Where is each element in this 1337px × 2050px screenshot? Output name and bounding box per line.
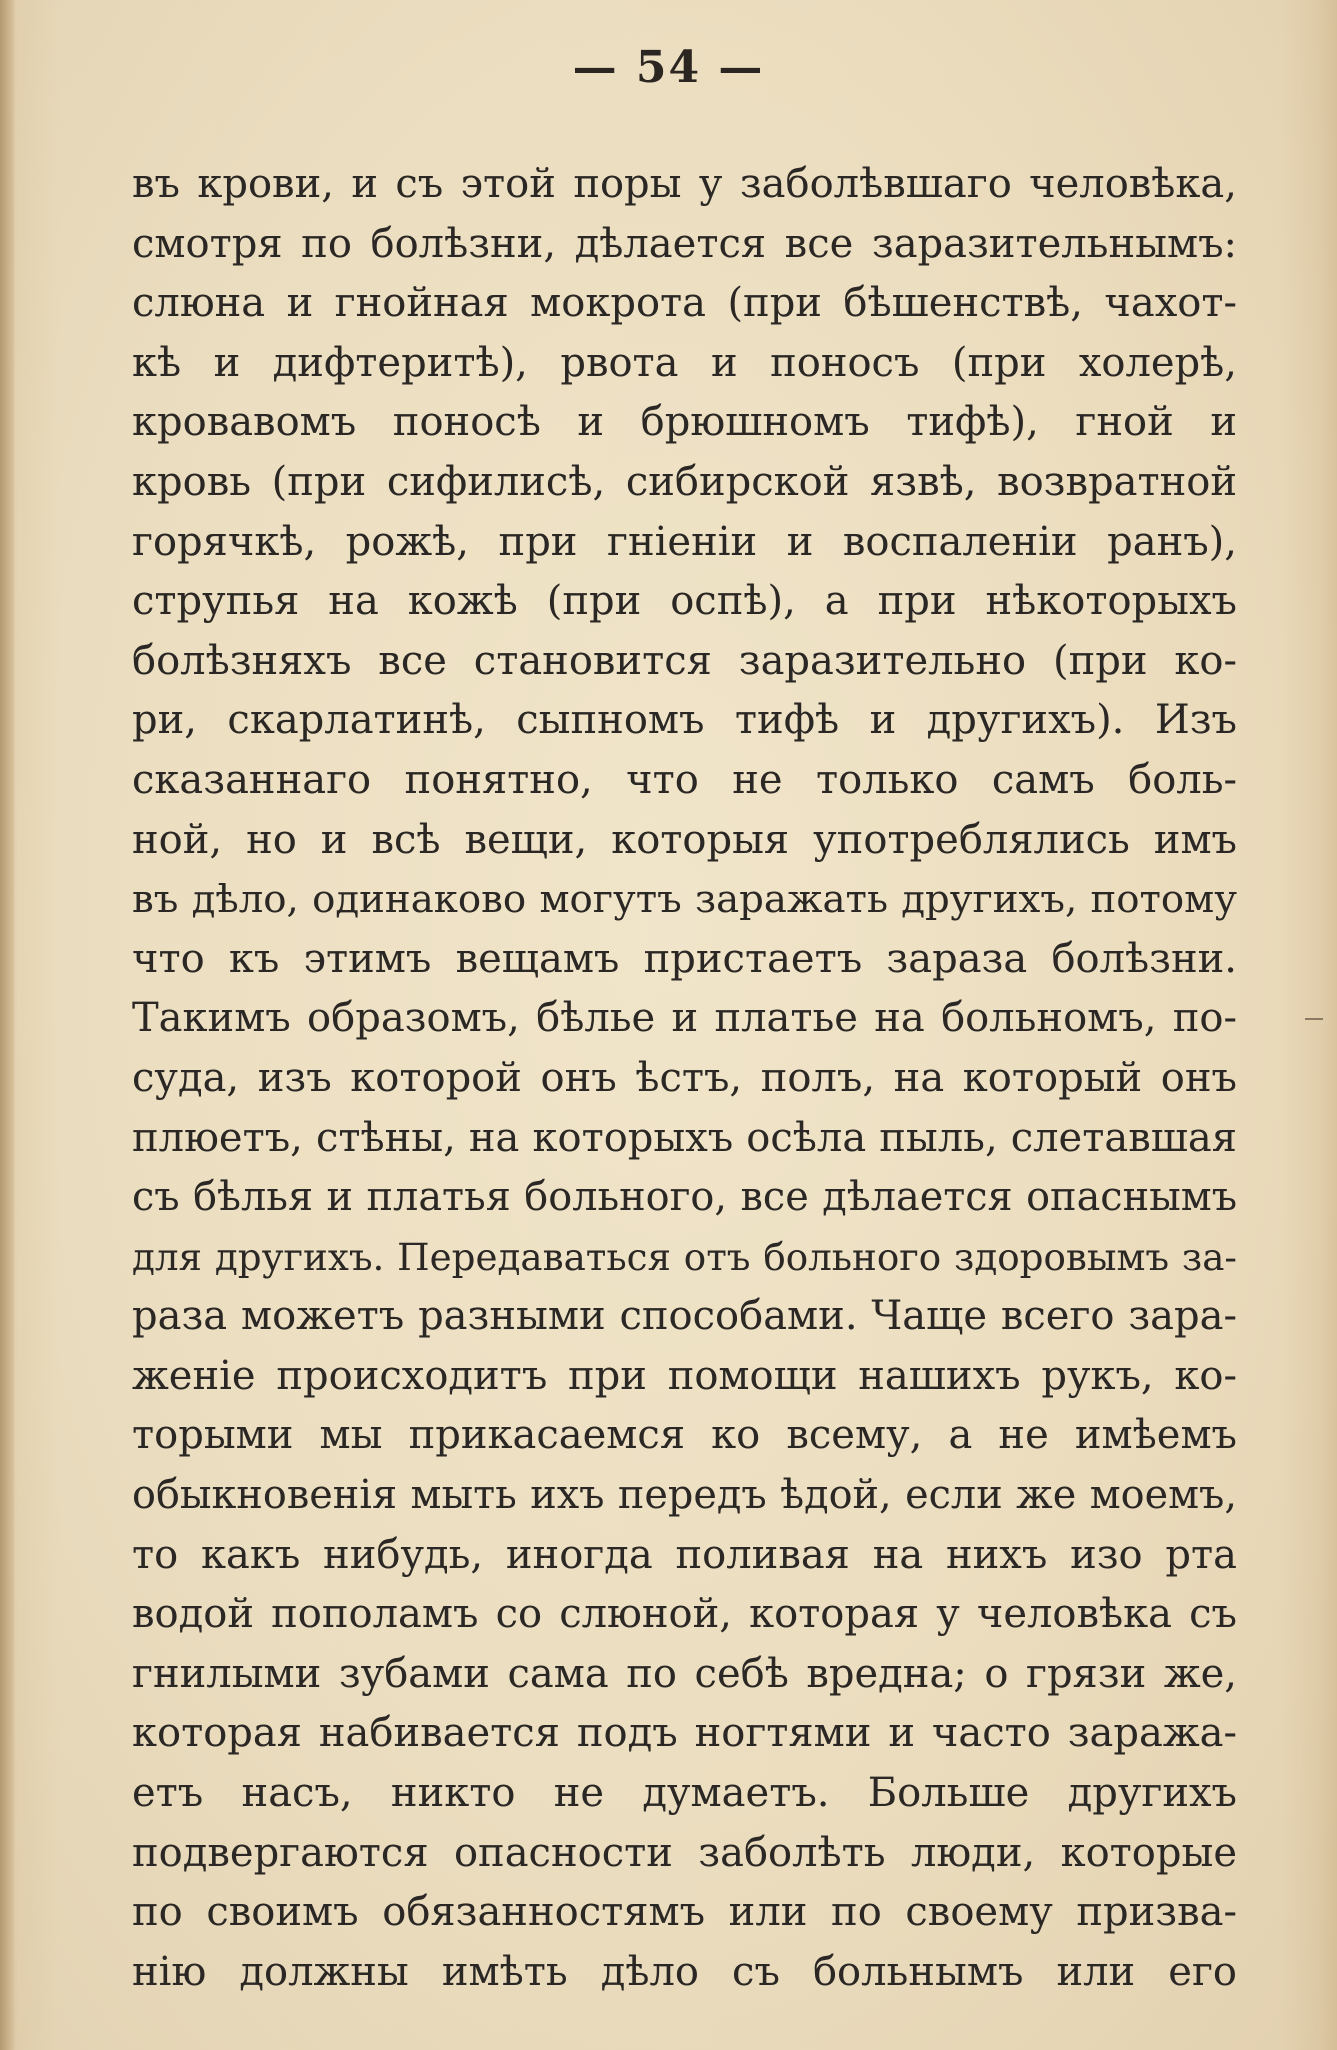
margin-tick [1305,1018,1323,1020]
text-line: кровь (при сифилисѣ, сибирской язвѣ, возвратной [132,458,1237,505]
text-line: болѣзняхъ все становится заразительно (при ко- [132,637,1237,684]
text-line: слюна и гнойная мокрота (при бѣшенствѣ, чахот- [132,280,1237,327]
text-line: кѣ и дифтеритѣ), рвота и поносъ (при холерѣ, [132,339,1237,386]
text-line: для другихъ. Передаваться отъ больного здоровымъ за- [132,1234,1237,1279]
text-line: раза можетъ разными способами. Чаще всего зара- [132,1293,1237,1340]
text-line: женiе происходитъ при помощи нашихъ рукъ, ко- [132,1352,1237,1399]
text-line: которая набивается подъ ногтями и часто заража- [132,1710,1237,1757]
text-line: то какъ нибудь, иногда поливая на нихъ изо рта [132,1531,1237,1578]
text-line: въ крови, и съ этой поры у заболѣвшаго человѣка, [132,161,1237,207]
page-binding-edge [0,0,14,2050]
text-line: по своимъ обязанностямъ или по своему призва- [132,1889,1237,1936]
page-number: — 54 — [572,42,765,93]
text-line: Такимъ образомъ, бѣлье и платье на больномъ, по- [132,995,1237,1042]
text-line: суда, изъ которой онъ ѣстъ, полъ, на который онъ [132,1054,1237,1101]
text-line: плюетъ, стѣны, на которыхъ осѣла пыль, слетавшая [132,1114,1237,1161]
text-line: смотря по болѣзни, дѣлается все заразительнымъ: [132,220,1237,267]
text-line: сказаннаго понятно, что не только самъ боль- [132,756,1237,803]
text-line: водой пополамъ со слюной, которая у человѣка съ [132,1591,1237,1638]
text-line: ри, скарлатинѣ, сыпномъ тифѣ и другихъ). Изъ [132,697,1237,744]
text-line: кровавомъ поносѣ и брюшномъ тифѣ), гной и [132,399,1237,446]
text-line: съ бѣлья и платья больного, все дѣлается опаснымъ [132,1174,1237,1221]
text-line: обыкновенiя мыть ихъ передъ ѣдой, если же моемъ, [132,1472,1237,1519]
text-line: струпья на кожѣ (при оспѣ), а при нѣкоторыхъ [132,578,1237,625]
text-line: въ дѣло, одинаково могутъ заражать другихъ, потому [132,877,1237,923]
text-line: что къ этимъ вещамъ пристаетъ зараза болѣзни. [132,935,1237,982]
text-line: ной, но и всѣ вещи, которыя употреблялись имъ [132,816,1237,863]
text-line: етъ насъ, никто не думаетъ. Больше другихъ [132,1770,1237,1817]
text-line: горячкѣ, рожѣ, при гнiенiи и воспаленiи ранъ), [132,518,1237,565]
text-line: гнилыми зубами сама по себѣ вредна; о грязи же, [132,1650,1237,1697]
text-line: торыми мы прикасаемся ко всему, а не имѣемъ [132,1412,1237,1459]
body-text [132,155,1237,2002]
text-line: нiю должны имѣть дѣло съ больнымъ или его [132,1948,1237,1995]
text-line: подвергаются опасности заболѣть люди, которые [132,1829,1237,1876]
